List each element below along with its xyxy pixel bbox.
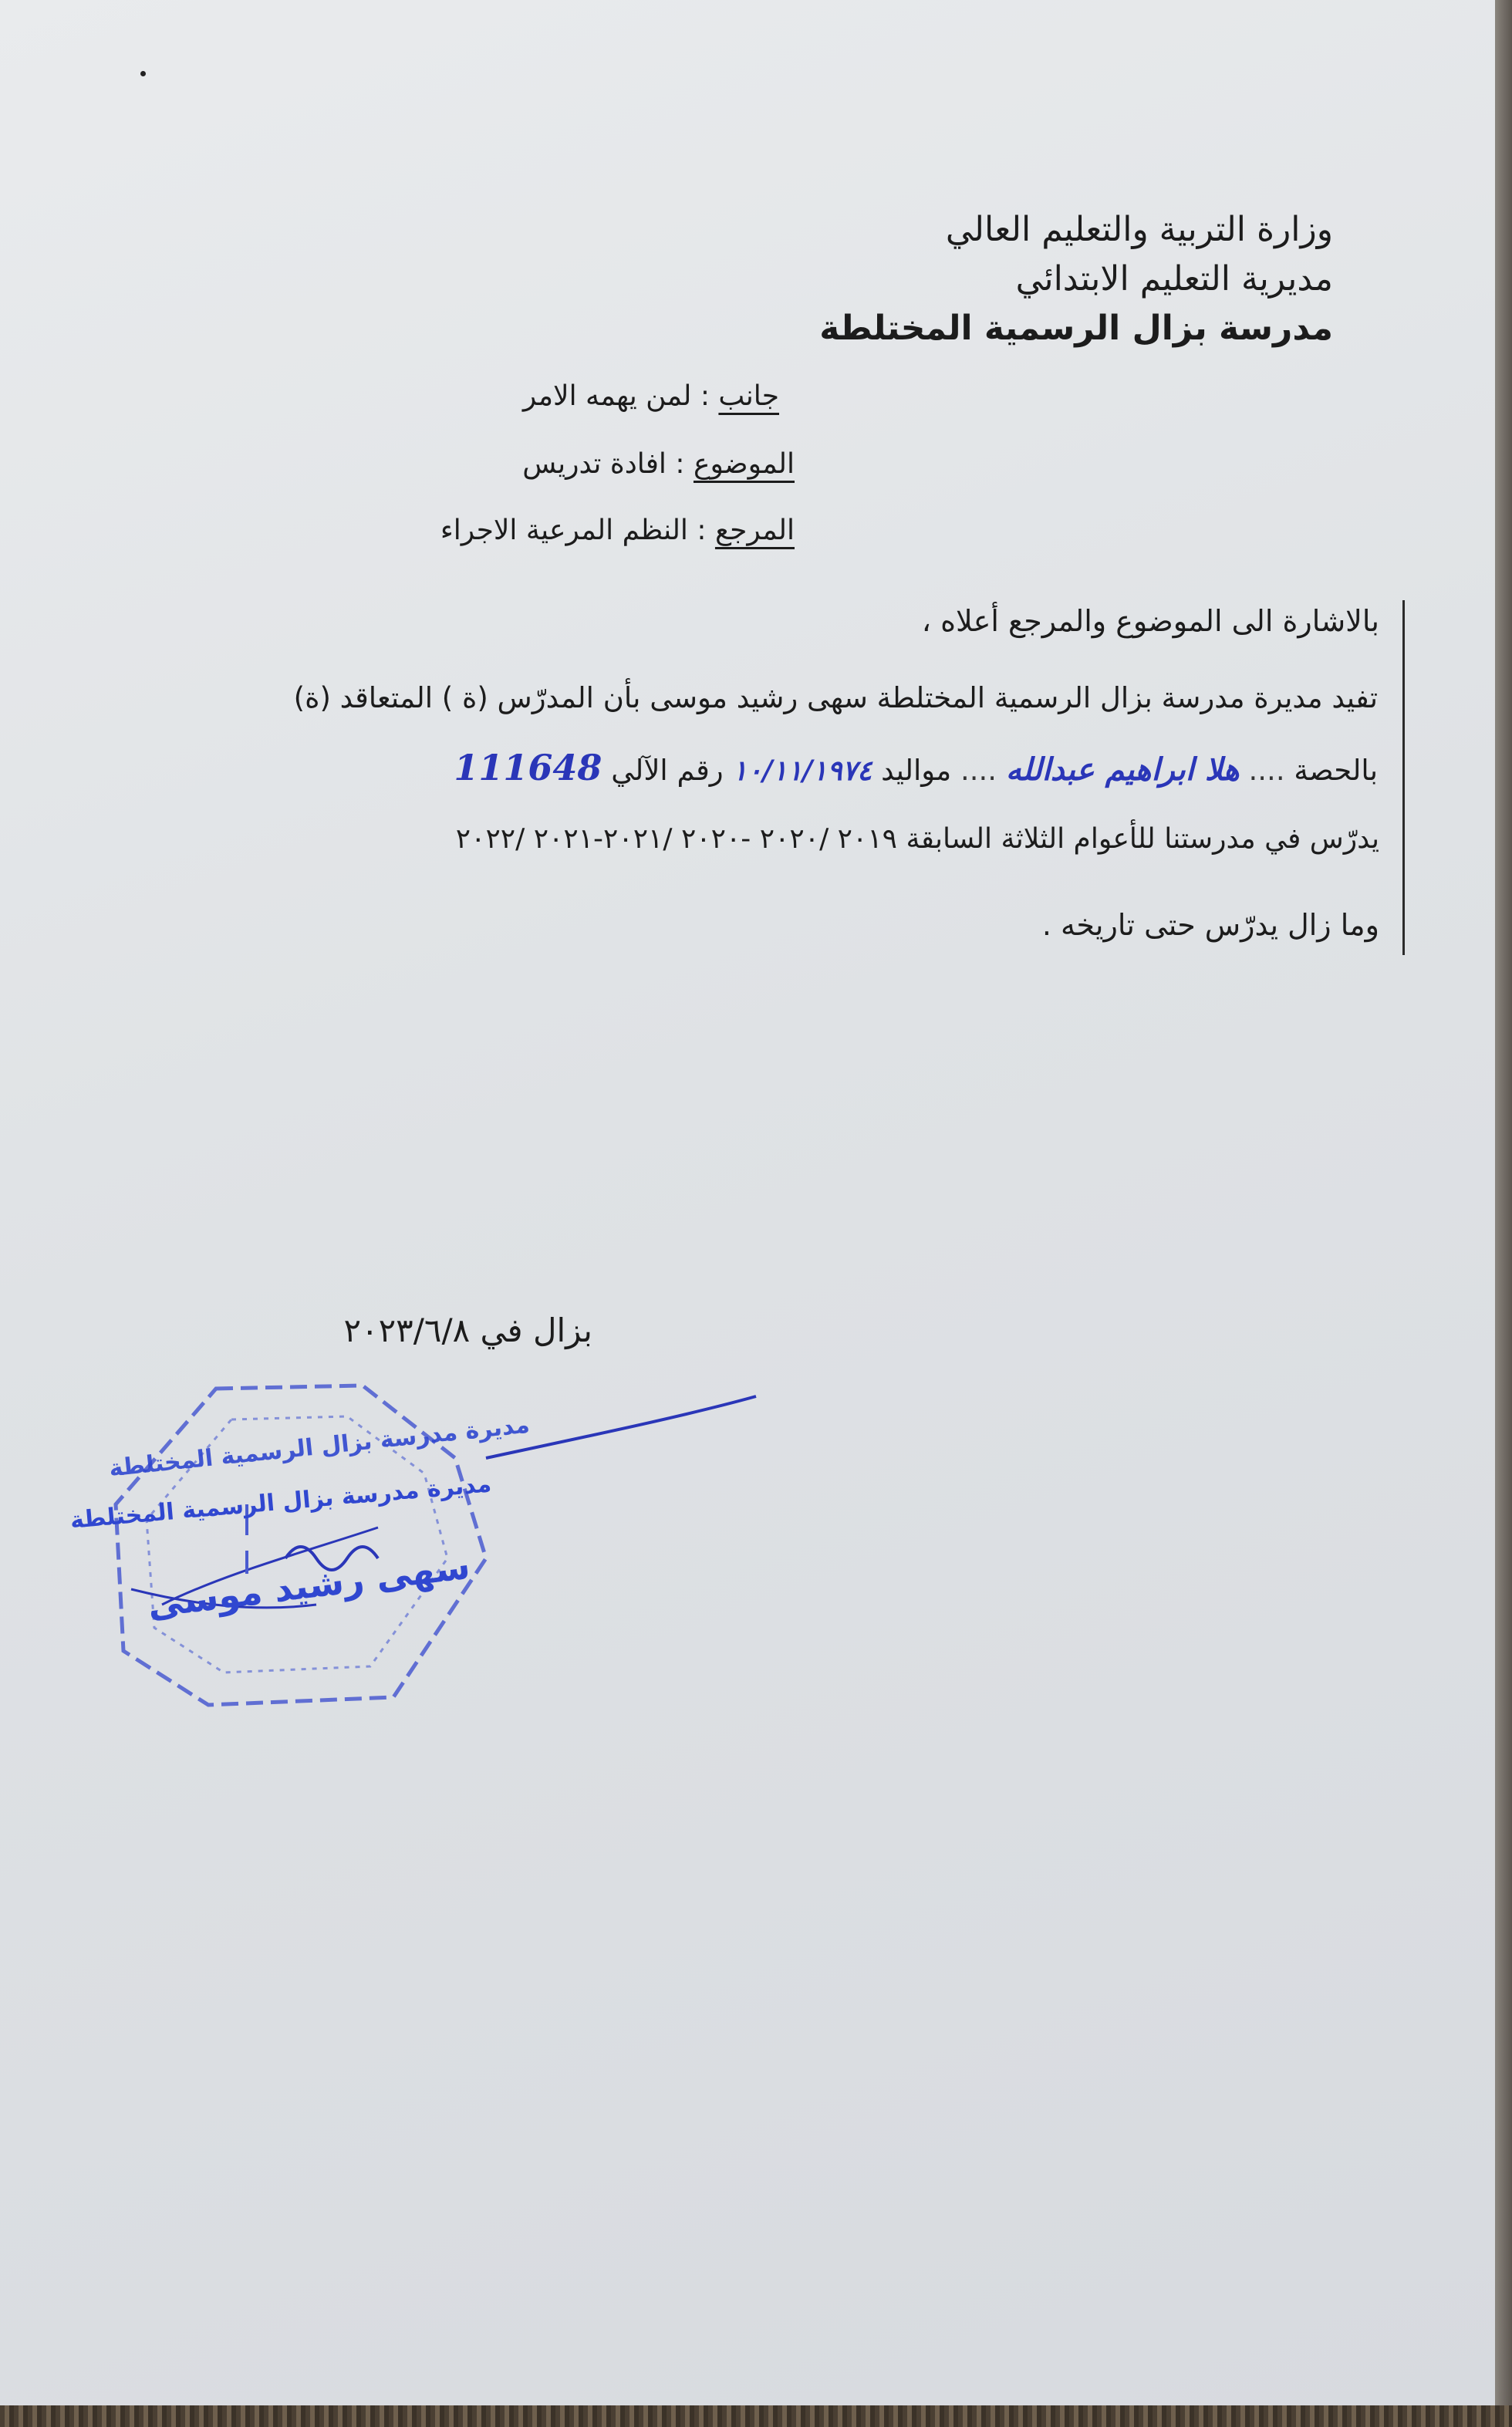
birth-date-handwritten: ١٠/١١/١٩٧٤ xyxy=(732,754,872,787)
stamp-text-line-2: مديرة مدرسة بزال الرسمية المختلطة xyxy=(69,1470,493,1534)
body-line-3: يدرّس في مدرستنا للأعوام الثلاثة السابقة ٢٠١٩ /٢٠٢٠ -٢٠٢٠ /٢٠٢١-٢٠٢١ /٢٠٢٢ xyxy=(455,823,1379,855)
addressee-label: جانب xyxy=(718,380,779,412)
born-label: مواليد xyxy=(881,754,952,787)
subject-value: : افادة تدريس xyxy=(522,448,685,480)
fill-dots: .... xyxy=(960,754,997,787)
body-line-2-prefix: بالحصة xyxy=(1294,754,1378,787)
school-name: مدرسة بزال الرسمية المختلطة xyxy=(819,309,1333,348)
subject-line xyxy=(522,448,795,480)
addressee-value: : لمن يهمه الامر xyxy=(522,380,710,412)
teacher-name-handwritten: هلا ابراهيم عبدالله xyxy=(1005,751,1240,788)
addressee-line xyxy=(522,380,779,412)
stamp-text-line-1: مديرة مدرسة بزال الرسمية المختلطة xyxy=(107,1411,532,1483)
id-number-handwritten: 111648 xyxy=(454,747,602,788)
official-stamp xyxy=(54,1373,810,1728)
reference-value: : النظم المرعية الاجراء xyxy=(440,515,707,546)
reference-label: المرجع xyxy=(714,515,795,546)
body-line-1: تفيد مديرة مدرسة بزال الرسمية المختلطة سهى رشيد موسى بأن المدرّس (ة ) المتعاقد (ة) xyxy=(293,681,1378,714)
signatory-name: سهى رشيد موسى xyxy=(145,1544,473,1626)
body-line-4: وما زال يدرّس حتى تاريخه . xyxy=(1041,908,1379,942)
background-edge xyxy=(1495,0,1512,2427)
place-date: بزال في ٢٠٢٣/٦/٨ xyxy=(343,1311,592,1349)
speck-mark xyxy=(140,71,146,76)
fill-dots: .... xyxy=(1248,754,1285,787)
background-surface xyxy=(0,2405,1512,2427)
subject-label: الموضوع xyxy=(693,448,795,480)
margin-rule xyxy=(1402,600,1405,955)
body-line-2 xyxy=(454,747,1378,788)
reference-line xyxy=(440,517,795,545)
opening-line: بالاشارة الى الموضوع والمرجع أعلاه ، xyxy=(921,604,1379,638)
directorate-name: مديرية التعليم الابتدائي xyxy=(1015,259,1333,299)
ministry-name: وزارة التربية والتعليم العالي xyxy=(945,210,1333,249)
id-label: رقم الآلي xyxy=(611,754,724,787)
